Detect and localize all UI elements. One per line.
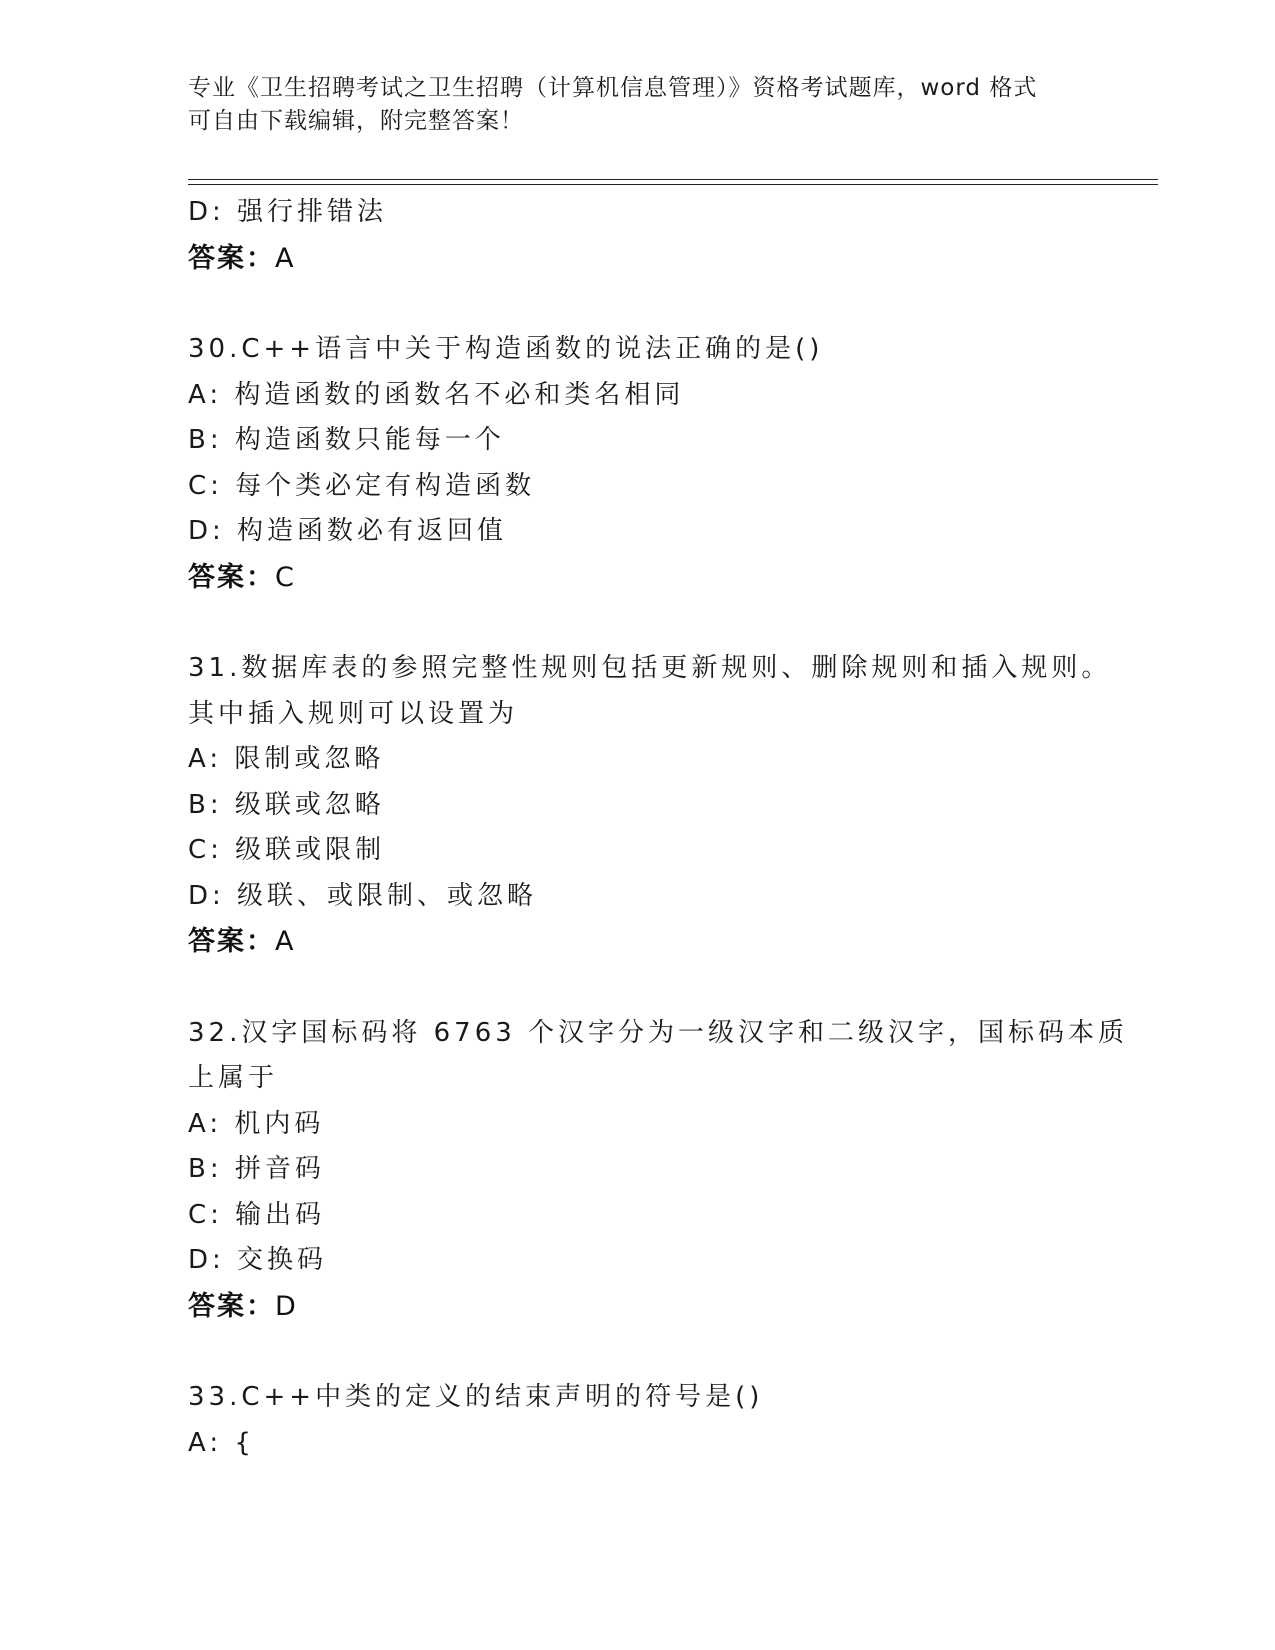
answer-label: 答案：	[188, 242, 275, 274]
block-spacer	[188, 600, 1088, 646]
question-block	[188, 646, 1112, 965]
question-line: 上属于	[188, 1063, 279, 1093]
question-text: 33.C++中类的定义的结束声明的符号是()	[188, 1382, 764, 1412]
question-line: D: 级联、或限制、或忽略	[188, 880, 538, 911]
question-line: C: 输出码	[188, 1199, 326, 1230]
answer-value: C	[275, 561, 296, 593]
answer-line	[188, 236, 1088, 282]
question-line: A: 机内码	[188, 1108, 325, 1139]
question-list	[188, 190, 1129, 1466]
answer-line	[188, 919, 1088, 965]
question-line: C: 每个类必定有构造函数	[188, 470, 536, 501]
question-line: B: 拼音码	[188, 1154, 325, 1184]
header-divider-top	[188, 179, 1158, 180]
answer-line	[188, 1284, 1088, 1330]
block-spacer	[188, 1329, 1088, 1375]
question-block	[188, 190, 1088, 281]
question-text: 32.汉字国标码将 6763 个汉字分为一级汉字和二级汉字，国标码本质	[188, 1017, 1129, 1048]
block-spacer	[188, 281, 1088, 327]
answer-line	[188, 555, 1088, 601]
question-line: A: 限制或忽略	[188, 744, 385, 774]
header-divider-bottom	[188, 184, 1158, 185]
answer-value: A	[275, 926, 296, 957]
question-line: A: 构造函数的函数名不必和类名相同	[188, 379, 685, 410]
header-line-2: 可自由下载编辑，附完整答案！	[188, 108, 524, 134]
answer-label: 答案：	[188, 561, 275, 593]
document-header	[188, 72, 1088, 138]
question-line: 其中插入规则可以设置为	[188, 698, 519, 729]
question-line: D: 交换码	[188, 1245, 328, 1275]
question-line: D: 构造函数必有返回值	[188, 516, 508, 546]
question-line: D: 强行排错法	[188, 197, 388, 227]
answer-value: D	[275, 1290, 298, 1322]
question-block	[188, 1375, 1088, 1466]
question-line: B: 构造函数只能每一个	[188, 425, 505, 455]
question-block	[188, 327, 1088, 600]
answer-value: A	[275, 242, 296, 274]
block-spacer	[188, 965, 1088, 1011]
question-text: 30.C++语言中关于构造函数的说法正确的是()	[188, 334, 824, 364]
question-line: A: {	[188, 1427, 255, 1458]
answer-label: 答案：	[188, 1290, 275, 1322]
header-line-1: 专业《卫生招聘考试之卫生招聘（计算机信息管理）》资格考试题库，word 格式	[188, 75, 1038, 101]
question-block	[188, 1011, 1129, 1330]
question-line: C: 级联或限制	[188, 835, 386, 865]
question-line: B: 级联或忽略	[188, 789, 385, 820]
question-text: 31.数据库表的参照完整性规则包括更新规则、删除规则和插入规则。	[188, 653, 1112, 683]
answer-label: 答案：	[188, 926, 275, 957]
